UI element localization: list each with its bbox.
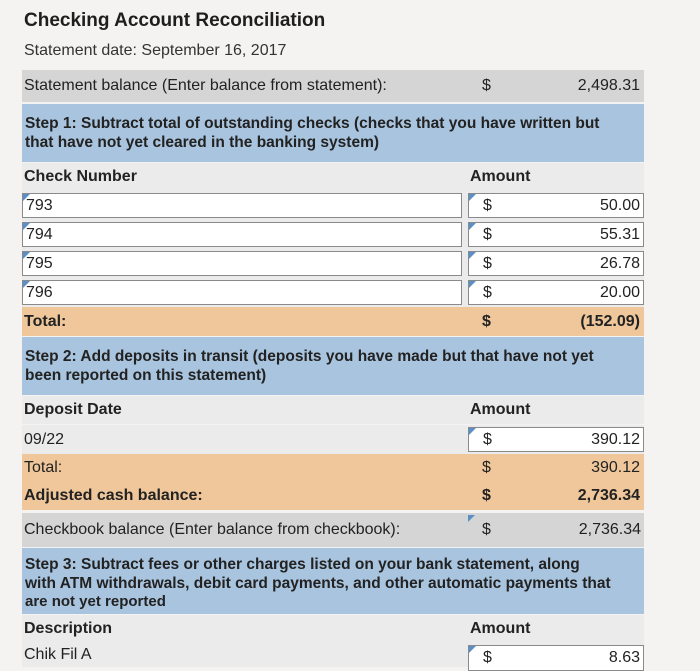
input-marker-icon — [469, 646, 476, 653]
check-amount-field[interactable] — [468, 222, 644, 247]
step2-text-line1: Step 2: Add deposits in transit (deposits you have made but that have not yet — [25, 348, 594, 365]
step2-total-value: 390.12 — [591, 459, 640, 476]
input-marker-icon — [469, 194, 476, 201]
checkbook-balance-label: Checkbook balance (Enter balance from checkbook): — [24, 521, 401, 538]
check-amount-value: 20.00 — [599, 283, 640, 301]
check-number-field[interactable] — [22, 193, 462, 218]
statement-balance-row — [22, 70, 644, 102]
check-number-value: 796 — [26, 283, 53, 301]
step2-header-row — [22, 396, 644, 424]
deposit-row — [22, 425, 644, 454]
step2-total-label: Total: — [24, 459, 63, 476]
step1-total-currency: $ — [482, 312, 491, 330]
step2-total-currency: $ — [482, 459, 491, 476]
fee-amount-field[interactable] — [468, 645, 644, 671]
step2-total-row — [22, 454, 644, 482]
input-marker-icon — [469, 428, 476, 435]
step1-header-row — [22, 163, 644, 191]
check-number-value: 793 — [26, 196, 53, 214]
check-amount-field[interactable] — [468, 251, 644, 276]
step1-amount-header: Amount — [470, 168, 531, 185]
step1-instructions — [22, 104, 644, 162]
step1-text-line2: that have not yet cleared in the banking system) — [25, 134, 380, 151]
check-number-value: 794 — [26, 225, 53, 243]
adjusted-balance-label: Adjusted cash balance: — [24, 487, 203, 504]
check-number-field[interactable] — [22, 222, 462, 247]
page-title: Checking Account Reconciliation — [24, 10, 326, 31]
adjusted-balance-currency: $ — [482, 487, 491, 504]
step3-text-line3: are not yet reported — [25, 593, 166, 610]
checkbook-balance-row — [22, 513, 644, 547]
check-amount-field[interactable] — [468, 193, 644, 218]
check-amount-currency: $ — [483, 254, 492, 272]
check-number-field[interactable] — [22, 251, 462, 276]
statement-date: Statement date: September 16, 2017 — [24, 42, 287, 59]
fee-row — [22, 643, 644, 667]
fee-description-value: Chik Fil A — [24, 646, 92, 663]
check-amount-currency: $ — [483, 283, 492, 301]
step1-text-line1: Step 1: Subtract total of outstanding checks (checks that you have written but — [25, 115, 600, 132]
check-row — [22, 278, 644, 307]
adjusted-balance-value: 2,736.34 — [577, 487, 640, 504]
step3-text-line2: with ATM withdrawals, debit card payments, and other automatic payments that — [25, 575, 611, 592]
check-row — [22, 191, 644, 220]
check-amount-value: 26.78 — [599, 254, 640, 272]
check-row — [22, 220, 644, 249]
check-amount-currency: $ — [483, 225, 492, 243]
step2-instructions — [22, 337, 644, 395]
deposit-date-header: Deposit Date — [24, 401, 122, 418]
check-number-value: 795 — [26, 254, 53, 272]
deposit-amount-value: 390.12 — [591, 430, 640, 448]
description-header: Description — [24, 620, 113, 637]
input-marker-icon — [469, 223, 476, 230]
deposit-amount-field[interactable] — [468, 427, 644, 452]
checkbook-balance-field[interactable] — [468, 515, 644, 545]
check-amount-currency: $ — [483, 196, 492, 214]
step1-total-value: (152.09) — [580, 312, 640, 330]
check-amount-value: 50.00 — [599, 196, 640, 214]
check-amount-field[interactable] — [468, 280, 644, 305]
check-row — [22, 249, 644, 278]
checkbook-balance-currency: $ — [482, 521, 491, 538]
adjusted-balance-row — [22, 482, 644, 510]
deposit-amount-currency: $ — [483, 430, 492, 448]
step1-total-row — [22, 307, 644, 336]
step2-text-line2: been reported on this statement) — [25, 367, 267, 384]
fee-amount-value: 8.63 — [608, 649, 640, 666]
step3-amount-header: Amount — [470, 620, 531, 637]
step1-total-label: Total: — [24, 312, 67, 330]
check-amount-value: 55.31 — [599, 225, 640, 243]
statement-balance-currency: $ — [482, 77, 491, 94]
check-number-header: Check Number — [24, 168, 137, 185]
statement-balance-label: Statement balance (Enter balance from statement): — [24, 77, 387, 94]
step3-header-row — [22, 615, 644, 643]
input-marker-icon — [469, 281, 476, 288]
check-number-field[interactable] — [22, 280, 462, 305]
fee-amount-currency: $ — [483, 649, 492, 666]
checkbook-balance-value: 2,736.34 — [578, 521, 641, 538]
input-marker-icon — [469, 252, 476, 259]
step3-instructions — [22, 548, 644, 614]
statement-balance-value: 2,498.31 — [577, 77, 640, 94]
step3-text-line1: Step 3: Subtract fees or other charges listed on your bank statement, along — [25, 556, 580, 573]
step2-amount-header: Amount — [470, 401, 531, 418]
deposit-date-value: 09/22 — [24, 430, 65, 448]
input-marker-icon — [468, 515, 475, 522]
